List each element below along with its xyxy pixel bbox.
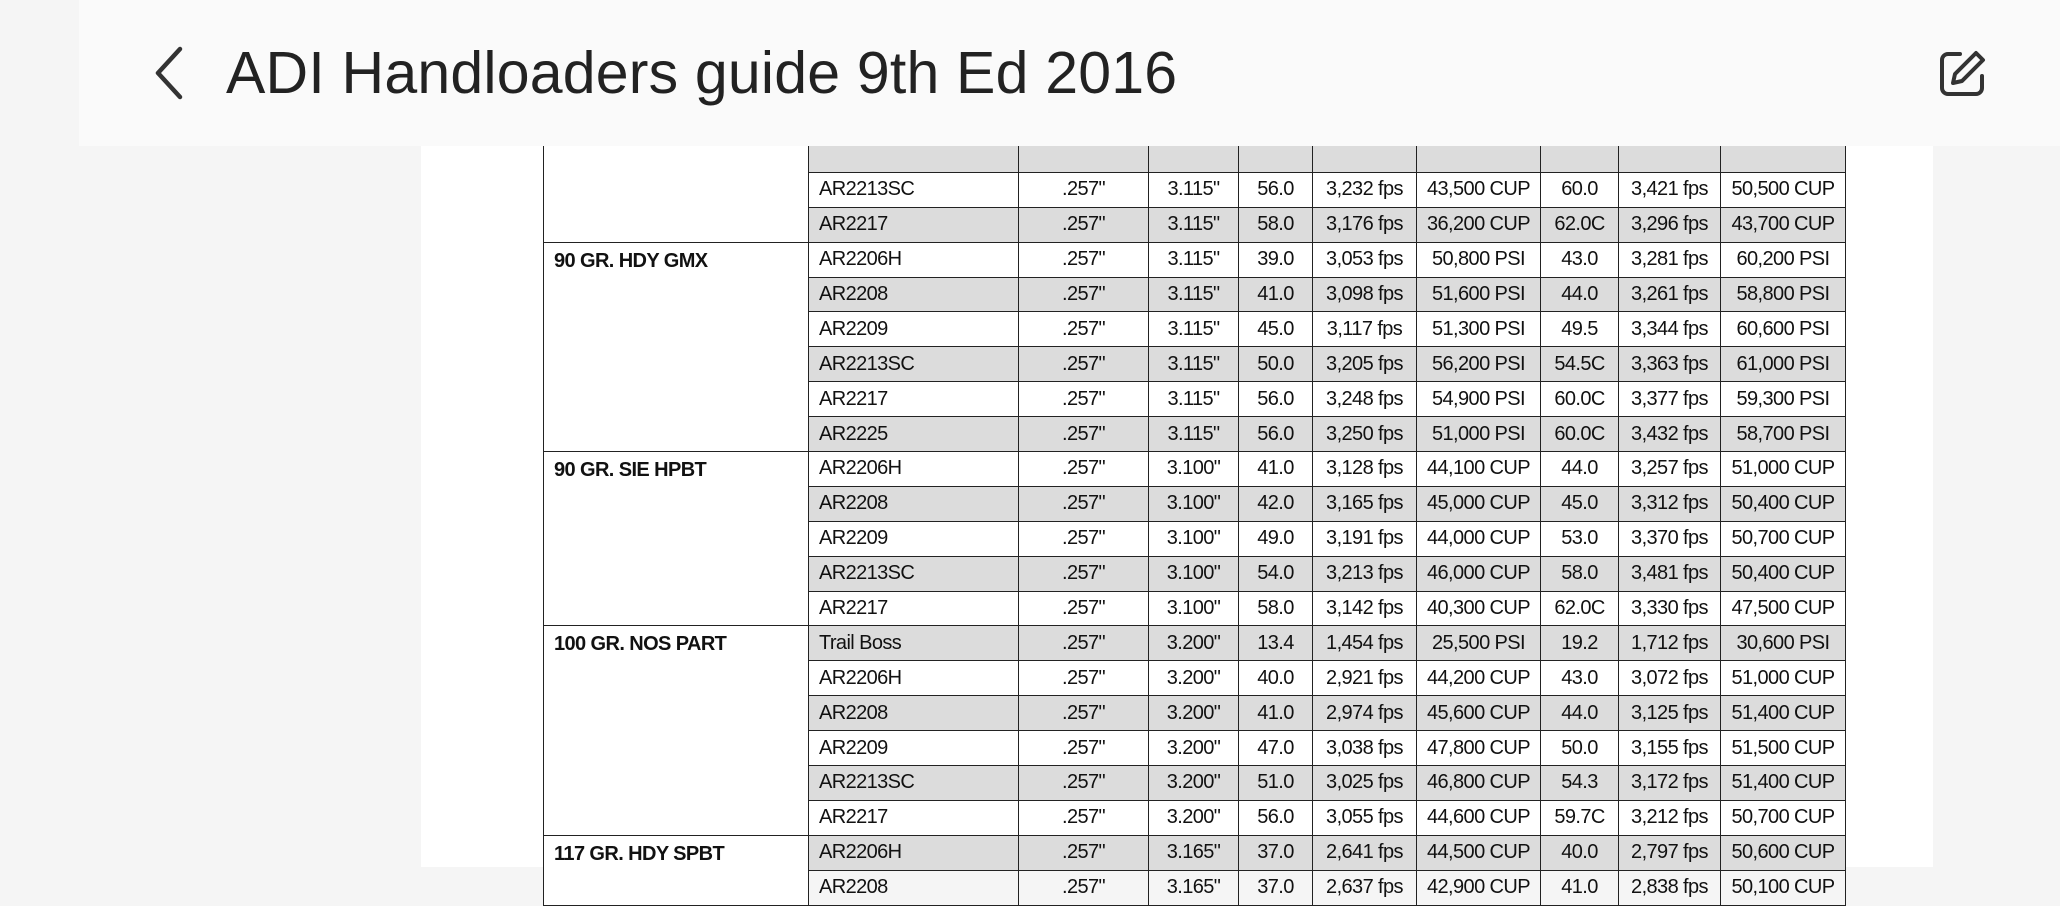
start-charge-cell: 56.0 xyxy=(1239,800,1313,835)
max-charge-cell: 44.0 xyxy=(1541,452,1619,487)
max-charge-cell: 45.0 xyxy=(1541,486,1619,521)
start-pressure-cell: 51,000 PSI xyxy=(1417,417,1541,452)
start-velocity-cell: 3,205 fps xyxy=(1313,347,1417,382)
diameter-cell: .257" xyxy=(1019,452,1149,487)
start-charge-cell: 54.0 xyxy=(1239,556,1313,591)
table-row xyxy=(544,242,1846,277)
col-cell: 3.200" xyxy=(1149,626,1239,661)
max-velocity-cell: 3,257 fps xyxy=(1619,452,1721,487)
start-velocity-cell: 2,974 fps xyxy=(1313,696,1417,731)
col-cell: 3.100" xyxy=(1149,556,1239,591)
start-charge-cell: 58.0 xyxy=(1239,207,1313,242)
max-charge-cell: 49.5 xyxy=(1541,312,1619,347)
col-cell: 3.200" xyxy=(1149,766,1239,801)
start-pressure-cell: 44,000 CUP xyxy=(1417,521,1541,556)
diameter-cell: .257" xyxy=(1019,870,1149,905)
diameter-cell: .257" xyxy=(1019,835,1149,870)
max-charge-cell: 60.0C xyxy=(1541,382,1619,417)
powder-cell: AR2213SC xyxy=(809,556,1019,591)
max-pressure-cell: 50,500 CUP xyxy=(1721,172,1846,207)
max-charge-cell: 62.0C xyxy=(1541,207,1619,242)
powder-cell: AR2225 xyxy=(809,417,1019,452)
diameter-cell: .257" xyxy=(1019,800,1149,835)
powder-cell: Trail Boss xyxy=(809,626,1019,661)
start-pressure-cell: 54,900 PSI xyxy=(1417,382,1541,417)
start-charge-cell: 49.0 xyxy=(1239,521,1313,556)
max-pressure-cell: 51,000 CUP xyxy=(1721,661,1846,696)
start-charge-cell: 50.0 xyxy=(1239,347,1313,382)
diameter-cell: .257" xyxy=(1019,172,1149,207)
start-pressure-cell: 45,000 CUP xyxy=(1417,486,1541,521)
start-charge-cell: 51.0 xyxy=(1239,766,1313,801)
start-velocity-cell: 2,921 fps xyxy=(1313,661,1417,696)
bullet-cell: 90 GR. SIE HPBT xyxy=(544,452,809,626)
powder-cell: AR2217 xyxy=(809,207,1019,242)
start-velocity-cell: 3,053 fps xyxy=(1313,242,1417,277)
start-pressure-cell: 50,800 PSI xyxy=(1417,242,1541,277)
max-charge-cell: 60.0C xyxy=(1541,417,1619,452)
col-cell: 3.200" xyxy=(1149,800,1239,835)
chevron-left-icon xyxy=(150,45,190,101)
start-pressure-cell: 43,500 CUP xyxy=(1417,172,1541,207)
max-velocity-cell: 3,363 fps xyxy=(1619,347,1721,382)
powder-cell: AR2206H xyxy=(809,661,1019,696)
max-charge-cell: 54.3 xyxy=(1541,766,1619,801)
max-charge-cell: 43.0 xyxy=(1541,242,1619,277)
max-velocity-cell: 3,312 fps xyxy=(1619,486,1721,521)
col-cell: 3.115" xyxy=(1149,312,1239,347)
max-velocity-cell: 3,172 fps xyxy=(1619,766,1721,801)
start-pressure-cell: 56,200 PSI xyxy=(1417,347,1541,382)
start-charge-cell: 41.0 xyxy=(1239,696,1313,731)
start-charge-cell: 39.0 xyxy=(1239,242,1313,277)
max-charge-cell: 60.0 xyxy=(1541,172,1619,207)
powder-cell: AR2217 xyxy=(809,800,1019,835)
max-pressure-cell: 60,600 PSI xyxy=(1721,312,1846,347)
max-velocity-cell: 3,296 fps xyxy=(1619,207,1721,242)
max-charge-cell: 19.2 xyxy=(1541,626,1619,661)
max-pressure-cell: 51,500 CUP xyxy=(1721,731,1846,766)
start-velocity-cell: 3,248 fps xyxy=(1313,382,1417,417)
max-velocity-cell: 3,432 fps xyxy=(1619,417,1721,452)
max-pressure-cell: 59,300 PSI xyxy=(1721,382,1846,417)
max-pressure-cell: 51,400 CUP xyxy=(1721,766,1846,801)
powder-cell: AR2213SC xyxy=(809,766,1019,801)
start-pressure-cell: 45,600 CUP xyxy=(1417,696,1541,731)
max-charge-cell: 62.0C xyxy=(1541,591,1619,626)
max-pressure-cell: 58,800 PSI xyxy=(1721,277,1846,312)
max-pressure-cell: 30,600 PSI xyxy=(1721,626,1846,661)
max-pressure-cell: 43,700 CUP xyxy=(1721,207,1846,242)
max-pressure-cell: 50,600 CUP xyxy=(1721,835,1846,870)
diameter-cell: .257" xyxy=(1019,626,1149,661)
max-velocity-cell: 3,261 fps xyxy=(1619,277,1721,312)
start-pressure-cell: 44,500 CUP xyxy=(1417,835,1541,870)
start-velocity-cell: 3,055 fps xyxy=(1313,800,1417,835)
start-velocity-cell: 3,213 fps xyxy=(1313,556,1417,591)
start-velocity-cell: 3,025 fps xyxy=(1313,766,1417,801)
powder-cell: AR2209 xyxy=(809,521,1019,556)
diameter-cell: .257" xyxy=(1019,486,1149,521)
col-cell: 3.200" xyxy=(1149,661,1239,696)
powder-cell: AR2209 xyxy=(809,731,1019,766)
start-charge-cell: 37.0 xyxy=(1239,870,1313,905)
col-cell: 3.100" xyxy=(1149,452,1239,487)
max-charge-cell: 44.0 xyxy=(1541,696,1619,731)
back-button[interactable] xyxy=(137,40,203,106)
load-data-table xyxy=(543,137,1846,906)
max-pressure-cell: 50,700 CUP xyxy=(1721,800,1846,835)
table-row xyxy=(544,626,1846,661)
max-pressure-cell: 47,500 CUP xyxy=(1721,591,1846,626)
start-pressure-cell: 47,800 CUP xyxy=(1417,731,1541,766)
col-cell: 3.165" xyxy=(1149,870,1239,905)
col-cell: 3.115" xyxy=(1149,417,1239,452)
start-pressure-cell: 40,300 CUP xyxy=(1417,591,1541,626)
start-charge-cell: 56.0 xyxy=(1239,172,1313,207)
max-charge-cell: 54.5C xyxy=(1541,347,1619,382)
start-charge-cell: 41.0 xyxy=(1239,452,1313,487)
start-velocity-cell: 3,128 fps xyxy=(1313,452,1417,487)
start-pressure-cell: 44,200 CUP xyxy=(1417,661,1541,696)
powder-cell: AR2213SC xyxy=(809,172,1019,207)
start-charge-cell: 40.0 xyxy=(1239,661,1313,696)
start-pressure-cell: 44,100 CUP xyxy=(1417,452,1541,487)
diameter-cell: .257" xyxy=(1019,591,1149,626)
col-cell: 3.115" xyxy=(1149,277,1239,312)
diameter-cell: .257" xyxy=(1019,417,1149,452)
col-cell: 3.115" xyxy=(1149,242,1239,277)
start-pressure-cell: 46,800 CUP xyxy=(1417,766,1541,801)
start-velocity-cell: 2,641 fps xyxy=(1313,835,1417,870)
start-pressure-cell: 36,200 CUP xyxy=(1417,207,1541,242)
powder-cell: AR2217 xyxy=(809,591,1019,626)
diameter-cell: .257" xyxy=(1019,382,1149,417)
start-charge-cell: 37.0 xyxy=(1239,835,1313,870)
col-cell: 3.115" xyxy=(1149,207,1239,242)
max-velocity-cell: 3,344 fps xyxy=(1619,312,1721,347)
bullet-cell: 100 GR. NOS PART xyxy=(544,626,809,835)
bullet-cell: 117 GR. HDY SPBT xyxy=(544,835,809,905)
max-velocity-cell: 3,377 fps xyxy=(1619,382,1721,417)
diameter-cell: .257" xyxy=(1019,207,1149,242)
start-charge-cell: 13.4 xyxy=(1239,626,1313,661)
max-velocity-cell: 2,838 fps xyxy=(1619,870,1721,905)
max-velocity-cell: 3,481 fps xyxy=(1619,556,1721,591)
max-velocity-cell: 3,330 fps xyxy=(1619,591,1721,626)
start-velocity-cell: 3,191 fps xyxy=(1313,521,1417,556)
max-velocity-cell: 3,370 fps xyxy=(1619,521,1721,556)
start-charge-cell: 56.0 xyxy=(1239,382,1313,417)
col-cell: 3.115" xyxy=(1149,347,1239,382)
max-pressure-cell: 50,400 CUP xyxy=(1721,556,1846,591)
diameter-cell: .257" xyxy=(1019,347,1149,382)
max-charge-cell: 50.0 xyxy=(1541,731,1619,766)
start-pressure-cell: 46,000 CUP xyxy=(1417,556,1541,591)
max-velocity-cell: 3,072 fps xyxy=(1619,661,1721,696)
edit-button[interactable] xyxy=(1932,44,1992,104)
col-cell: 3.100" xyxy=(1149,591,1239,626)
powder-cell: AR2217 xyxy=(809,382,1019,417)
diameter-cell: .257" xyxy=(1019,277,1149,312)
start-pressure-cell: 51,300 PSI xyxy=(1417,312,1541,347)
max-charge-cell: 59.7C xyxy=(1541,800,1619,835)
powder-cell: AR2208 xyxy=(809,870,1019,905)
max-velocity-cell: 1,712 fps xyxy=(1619,626,1721,661)
start-charge-cell: 45.0 xyxy=(1239,312,1313,347)
bullet-cell: 90 GR. HDY GMX xyxy=(544,242,809,451)
table-row xyxy=(544,452,1846,487)
start-velocity-cell: 3,176 fps xyxy=(1313,207,1417,242)
max-charge-cell: 41.0 xyxy=(1541,870,1619,905)
max-pressure-cell: 51,400 CUP xyxy=(1721,696,1846,731)
powder-cell: AR2209 xyxy=(809,312,1019,347)
powder-cell: AR2206H xyxy=(809,835,1019,870)
start-charge-cell: 42.0 xyxy=(1239,486,1313,521)
table-row xyxy=(544,835,1846,870)
diameter-cell: .257" xyxy=(1019,696,1149,731)
start-charge-cell: 56.0 xyxy=(1239,417,1313,452)
edit-icon xyxy=(1936,48,1988,100)
max-pressure-cell: 50,100 CUP xyxy=(1721,870,1846,905)
start-velocity-cell: 3,117 fps xyxy=(1313,312,1417,347)
diameter-cell: .257" xyxy=(1019,766,1149,801)
powder-cell: AR2208 xyxy=(809,277,1019,312)
start-pressure-cell: 25,500 PSI xyxy=(1417,626,1541,661)
start-velocity-cell: 3,038 fps xyxy=(1313,731,1417,766)
start-velocity-cell: 2,637 fps xyxy=(1313,870,1417,905)
start-velocity-cell: 3,250 fps xyxy=(1313,417,1417,452)
powder-cell: AR2208 xyxy=(809,486,1019,521)
col-cell: 3.165" xyxy=(1149,835,1239,870)
powder-cell: AR2206H xyxy=(809,242,1019,277)
max-velocity-cell: 2,797 fps xyxy=(1619,835,1721,870)
app-bar xyxy=(79,0,2060,146)
diameter-cell: .257" xyxy=(1019,661,1149,696)
max-pressure-cell: 50,400 CUP xyxy=(1721,486,1846,521)
col-cell: 3.200" xyxy=(1149,731,1239,766)
max-velocity-cell: 3,125 fps xyxy=(1619,696,1721,731)
start-charge-cell: 58.0 xyxy=(1239,591,1313,626)
max-velocity-cell: 3,281 fps xyxy=(1619,242,1721,277)
diameter-cell: .257" xyxy=(1019,312,1149,347)
col-cell: 3.200" xyxy=(1149,696,1239,731)
col-cell: 3.100" xyxy=(1149,521,1239,556)
document-title: ADI Handloaders guide 9th Ed 2016 xyxy=(226,40,1178,106)
start-charge-cell: 47.0 xyxy=(1239,731,1313,766)
start-charge-cell: 41.0 xyxy=(1239,277,1313,312)
bullet-cell xyxy=(544,138,809,243)
max-charge-cell: 58.0 xyxy=(1541,556,1619,591)
diameter-cell: .257" xyxy=(1019,731,1149,766)
max-charge-cell: 44.0 xyxy=(1541,277,1619,312)
start-pressure-cell: 44,600 CUP xyxy=(1417,800,1541,835)
start-velocity-cell: 3,165 fps xyxy=(1313,486,1417,521)
max-charge-cell: 53.0 xyxy=(1541,521,1619,556)
max-charge-cell: 43.0 xyxy=(1541,661,1619,696)
powder-cell: AR2206H xyxy=(809,452,1019,487)
max-charge-cell: 40.0 xyxy=(1541,835,1619,870)
max-velocity-cell: 3,421 fps xyxy=(1619,172,1721,207)
start-velocity-cell: 1,454 fps xyxy=(1313,626,1417,661)
max-pressure-cell: 51,000 CUP xyxy=(1721,452,1846,487)
col-cell: 3.100" xyxy=(1149,486,1239,521)
col-cell: 3.115" xyxy=(1149,382,1239,417)
max-velocity-cell: 3,155 fps xyxy=(1619,731,1721,766)
start-velocity-cell: 3,098 fps xyxy=(1313,277,1417,312)
diameter-cell: .257" xyxy=(1019,521,1149,556)
powder-cell: AR2208 xyxy=(809,696,1019,731)
start-velocity-cell: 3,142 fps xyxy=(1313,591,1417,626)
max-pressure-cell: 58,700 PSI xyxy=(1721,417,1846,452)
start-pressure-cell: 42,900 CUP xyxy=(1417,870,1541,905)
powder-cell: AR2213SC xyxy=(809,347,1019,382)
max-pressure-cell: 61,000 PSI xyxy=(1721,347,1846,382)
start-velocity-cell: 3,232 fps xyxy=(1313,172,1417,207)
diameter-cell: .257" xyxy=(1019,242,1149,277)
diameter-cell: .257" xyxy=(1019,556,1149,591)
max-velocity-cell: 3,212 fps xyxy=(1619,800,1721,835)
col-cell: 3.115" xyxy=(1149,172,1239,207)
max-pressure-cell: 60,200 PSI xyxy=(1721,242,1846,277)
max-pressure-cell: 50,700 CUP xyxy=(1721,521,1846,556)
start-pressure-cell: 51,600 PSI xyxy=(1417,277,1541,312)
